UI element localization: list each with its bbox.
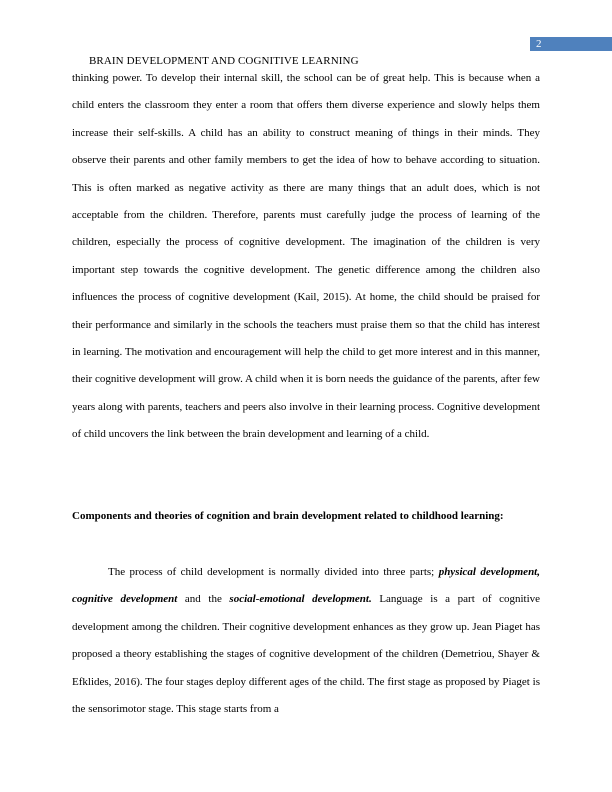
page-number-bar <box>530 37 612 51</box>
body-paragraph-2 <box>72 559 540 723</box>
emphasized-text: social-emotional development. <box>229 593 372 606</box>
running-head: BRAIN DEVELOPMENT AND COGNITIVE LEARNING <box>89 55 359 67</box>
page-number: 2 <box>536 38 542 50</box>
paragraph-text: and the <box>177 593 230 606</box>
section-heading: Components and theories of cognition and brain development related to childhood learning: <box>72 510 504 522</box>
paragraph-text: Language is a part of cognitive development among the children. Their cognitive development enhances as they grow up. Jean Piaget has proposed a theory establishing the stages of cognitive development of the children (Demetriou, Shayer & Efklides, 2016). The four stages deploy different ages of the child. The first stage as proposed by Piaget is the sensorimotor stage. This stage starts from a <box>72 593 541 716</box>
body-paragraph: thinking power. To develop their internal skill, the school can be of great help. This is because when a child enters the classroom they enter a room that offers them diverse experience and slowly helps them increase their self-skills. A child has an ability to construct meaning of things in their minds. They observe their parents and other family members to get the idea of how to behave according to situation. This is often marked as negative activity as there are many things that an adult does, which is not acceptable from the children. Therefore, parents must carefully judge the process of learning of the children, especially the process of cognitive development. The imagination of the children is very important step towards the cognitive development. The genetic difference among the children also influences the process of cognitive development (Kail, 2015). At home, the child should be praised for their performance and similarly in the schools the teachers must praise them so that the child has interest in learning. The motivation and encouragement will help the child to get more interest and in this manner, their cognitive development will grow. A child when it is born needs the guidance of the parents, after few years along with parents, teachers and peers also involve in their learning process. Cognitive development of child uncovers the link between the brain development and learning of a child. <box>72 72 540 441</box>
emphasized-text: physical development, cognitive development <box>72 566 540 606</box>
paragraph-text: The process of child development is normally divided into three parts; <box>108 566 439 578</box>
